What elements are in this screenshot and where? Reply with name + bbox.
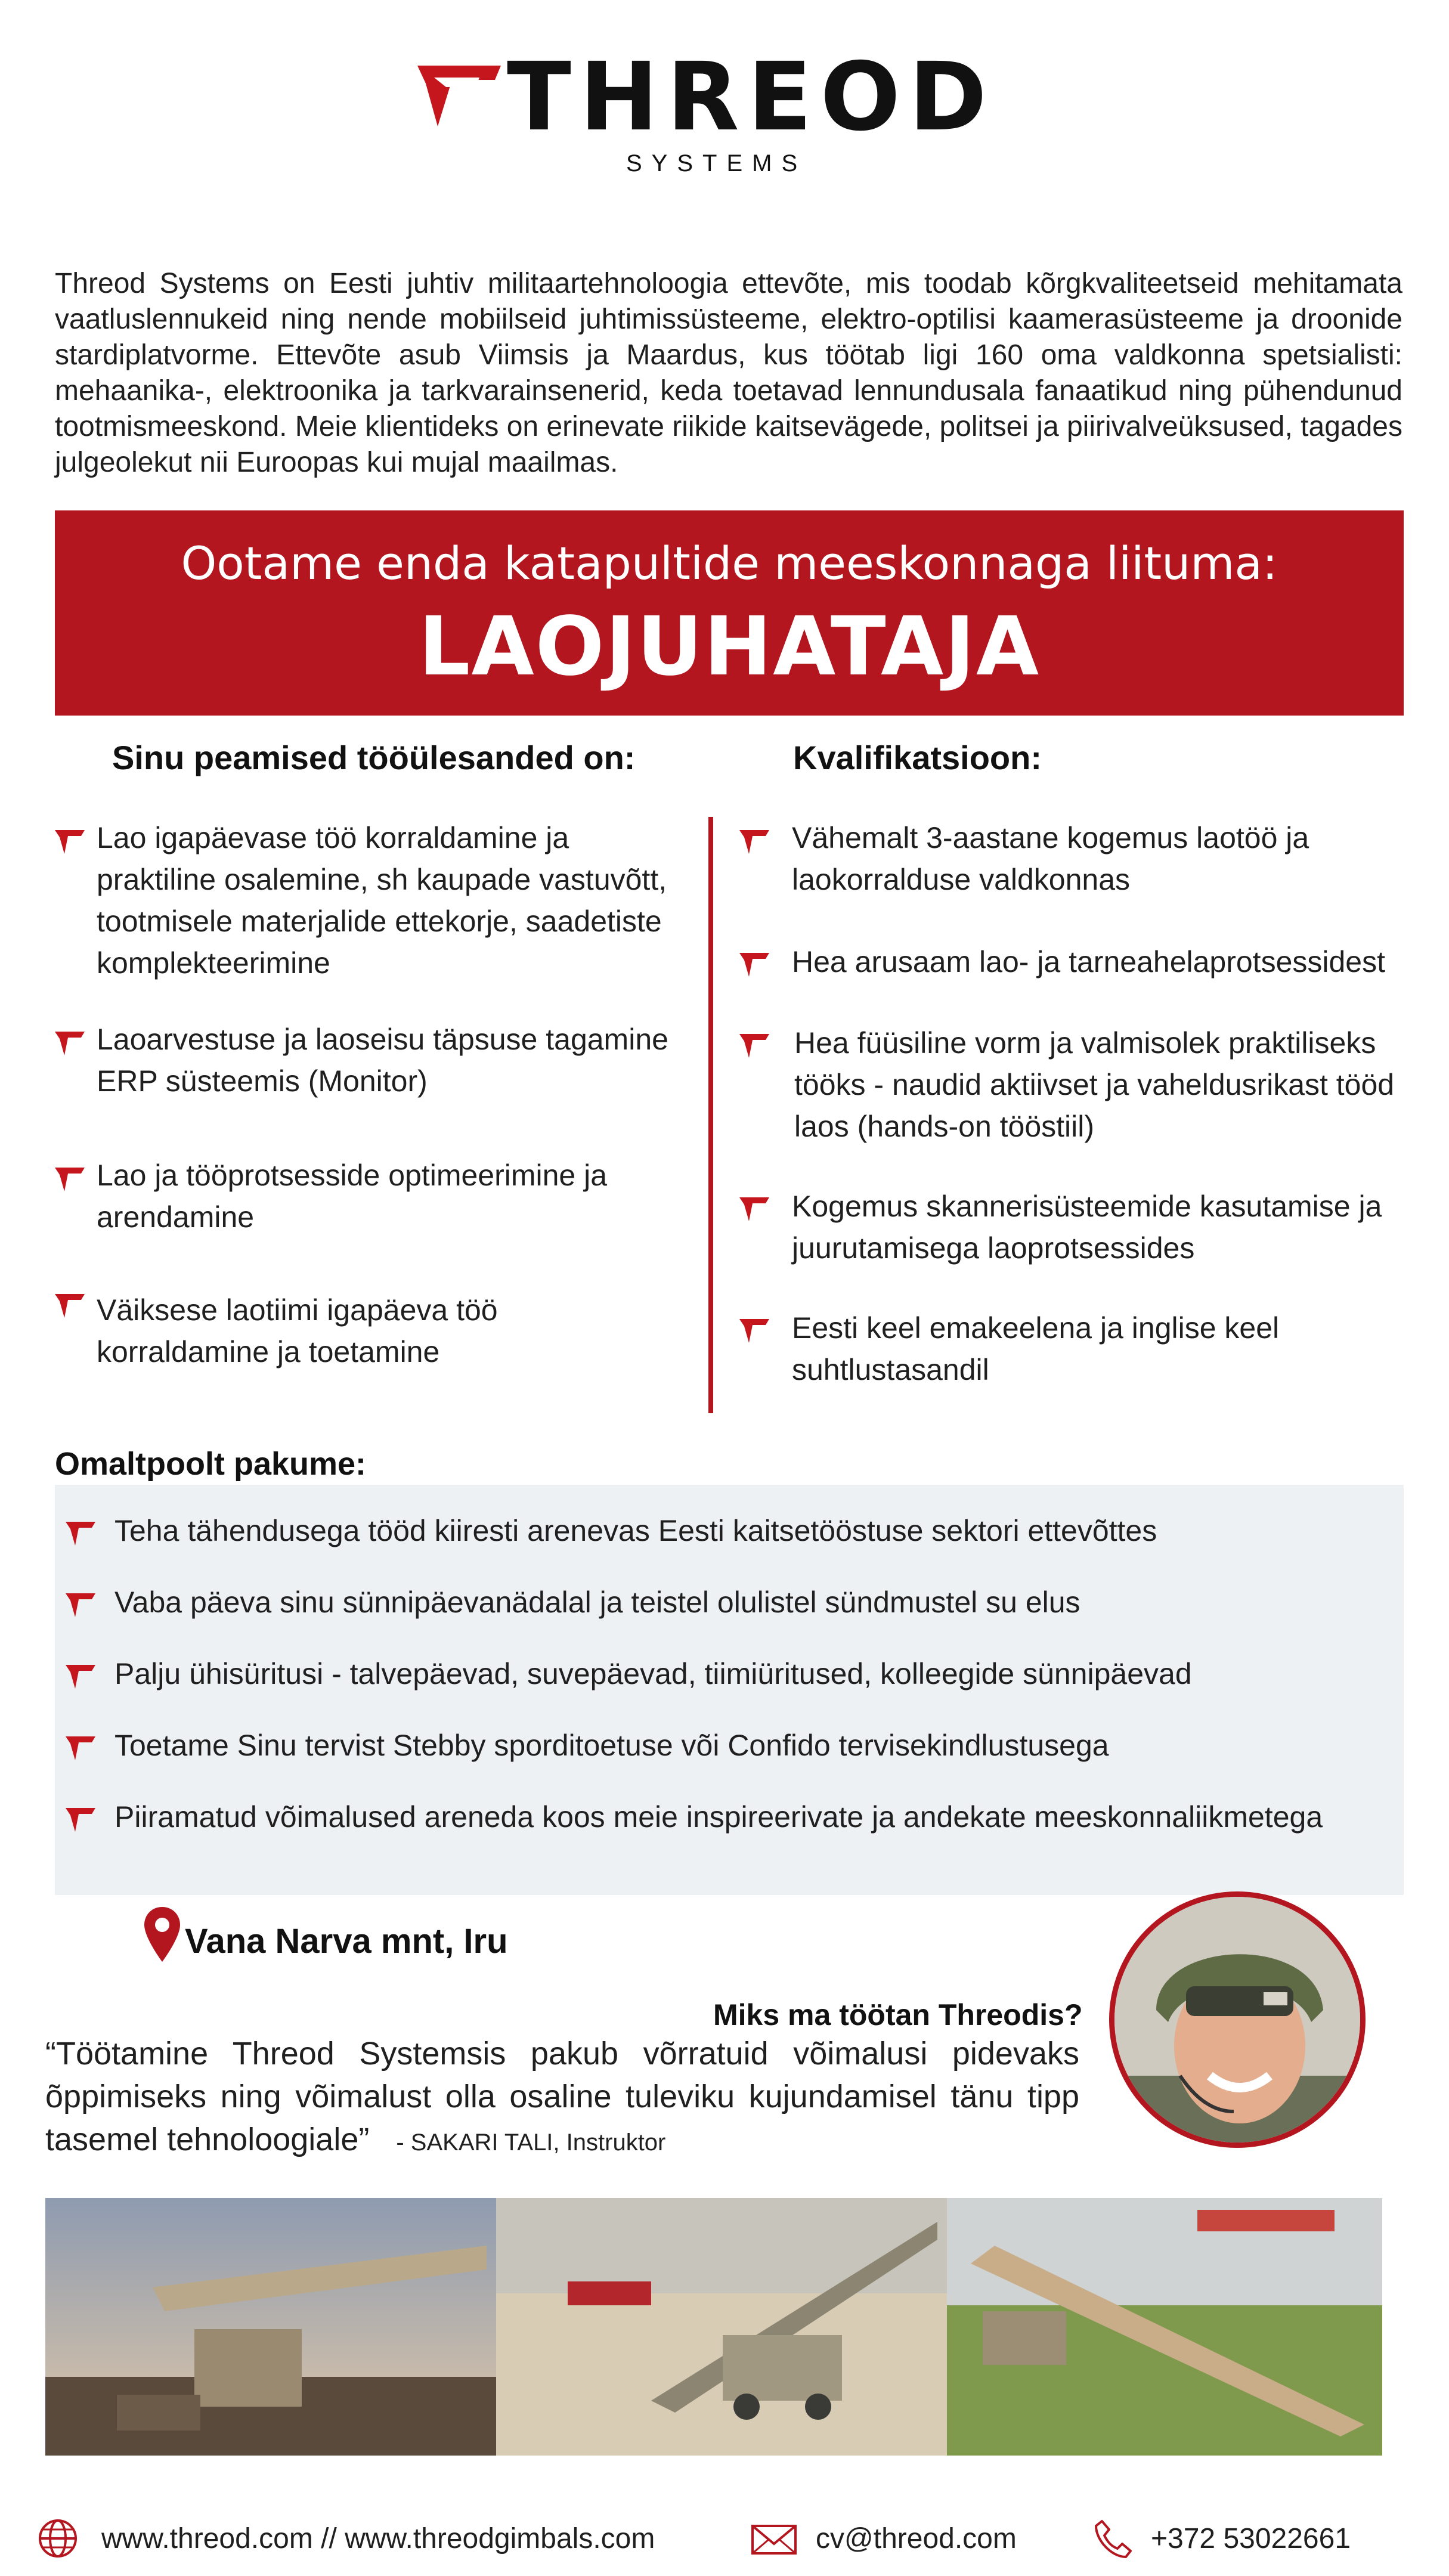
footer-web-link[interactable]: www.threod.com // www.threodgimbals.com [101, 2523, 655, 2555]
testimonial-heading: Miks ma töötan Threodis? [713, 1998, 1083, 2032]
testimonial-quote [45, 2032, 1079, 2164]
portrait-image [1114, 1897, 1360, 2142]
offer-heading: Omaltpoolt pakume: [55, 1446, 367, 1482]
duties-heading: Sinu peamised tööülesanded on: [112, 739, 636, 776]
offer-item: Toetame Sinu tervist Stebby sporditoetuse või Confido tervisekindlustusega [114, 1729, 1109, 1762]
bullet-arrow-icon [55, 829, 85, 855]
quote-text: “Töötamine Threod Systemsis pakub võrratuid võimalusi pidevaks õppimiseks ning võimalust olla osaline tuleviku kujundamisel tänu tipp tasemel tehnoloogiale” [45, 2036, 1079, 2157]
duty-item: Lao igapäevase töö korraldamine ja praktiline osalemine, sh kaupade vastuvõtt, tootmisele materjalide ettekorje, saadetiste komplekteerimine [97, 821, 667, 980]
quote-author: - SAKARI TALI, Instruktor [396, 2129, 666, 2156]
brand-logo [417, 42, 1061, 185]
offer-item: Palju ühisüritusi - talvepäevad, suvepäevad, tiimiüritused, kolleegide sünnipäevad [114, 1657, 1192, 1690]
footer-phone-link[interactable]: +372 53022661 [1151, 2523, 1351, 2555]
qualification-item: Hea füüsiline vorm ja valmisolek praktiliseks tööks - naudid aktiivset ja vaheldusrikast tööd laos (hands-on tööstiil) [794, 1026, 1395, 1143]
bullet-arrow-icon [739, 829, 769, 855]
bullet-arrow-icon [66, 1664, 95, 1690]
bullet-arrow-icon [739, 1196, 769, 1222]
offer-item: Teha tähendusega tööd kiiresti arenevas Eesti kaitsetööstuse sektori ettevõttes [114, 1514, 1157, 1547]
qualifications-heading: Kvalifikatsioon: [793, 739, 1042, 776]
job-title: LAOJUHATAJA [418, 600, 1041, 694]
offer-item: Piiramatud võimalused areneda koos meie inspireerivate ja andekate meeskonnaliikmetega [114, 1800, 1323, 1834]
job-banner [55, 510, 1404, 716]
bullet-arrow-icon [55, 1293, 85, 1319]
bullet-arrow-icon [66, 1735, 95, 1761]
duty-item: Lao ja tööprotsesside optimeerimine ja arendamine [97, 1159, 608, 1234]
qualification-item: Vähemalt 3-aastane kogemus laotöö ja laokorralduse valdkonnas [792, 821, 1309, 896]
globe-icon [37, 2518, 79, 2559]
bullet-arrow-icon [55, 1166, 85, 1193]
qualification-item: Eesti keel emakeelena ja inglise keel suhtlustasandil [792, 1311, 1280, 1386]
bullet-arrow-icon [739, 1318, 769, 1344]
qualification-item: Kogemus skannerisüsteemide kasutamise ja juurutamisega laoprotsessides [792, 1190, 1382, 1265]
bullet-arrow-icon [66, 1807, 95, 1833]
footer-email-link[interactable]: cv@threod.com [816, 2523, 1017, 2555]
column-divider [708, 817, 713, 1413]
catapult-photo-3 [947, 2198, 1382, 2456]
location-pin-icon [143, 1906, 181, 1963]
job-location: Vana Narva mnt, Iru [185, 1922, 508, 1961]
brand-name: THREOD [507, 42, 996, 152]
catapult-photo-1 [45, 2198, 496, 2456]
mail-icon [750, 2518, 798, 2559]
qualification-item: Hea arusaam lao- ja tarneahelaprotsessidest [792, 945, 1385, 979]
brand-subtitle: SYSTEMS [626, 150, 807, 177]
threod-logo-icon [417, 60, 501, 131]
bullet-arrow-icon [55, 1030, 85, 1057]
offer-item: Vaba päeva sinu sünnipäevanädalal ja teistel olulistel sündmustel su elus [114, 1586, 1080, 1619]
bullet-arrow-icon [66, 1521, 95, 1547]
bullet-arrow-icon [739, 1033, 769, 1059]
phone-icon [1091, 2518, 1133, 2559]
duty-item: Laoarvestuse ja laoseisu täpsuse tagamine ERP süsteemis (Monitor) [97, 1023, 668, 1098]
catapult-photo-2 [496, 2198, 947, 2456]
company-intro: Threod Systems on Eesti juhtiv militaartehnoloogia ettevõte, mis toodab kõrgkvaliteetseid mehitamata vaatluslennukeid ning nende mobiilseid juhtimissüsteeme, elektro-optilisi kaamerasüsteeme ja droonide stardiplatvorme. Ettevõte asub Viimsis ja Maardus, kus töötab ligi 160 oma valdkonna spetsialisti: mehaanika-, elektroonika ja tarkvarainsenerid, keda toetavad lennundusala fanaatikud ning pühendunud tootmismeeskond. Meie klientideks on erinevate riikide kaitsevägede, politsei ja piirivalveüksused, tagades julgeolekut nii Euroopas kui mujal maailmas. [55, 268, 1402, 478]
banner-subtitle: Ootame enda katapultide meeskonnaga liituma: [181, 537, 1278, 590]
bullet-arrow-icon [739, 952, 769, 978]
bullet-arrow-icon [66, 1592, 95, 1618]
employee-portrait [1109, 1891, 1366, 2148]
duty-item: Väiksese laotiimi igapäeva töö korraldamine ja toetamine [97, 1293, 498, 1368]
